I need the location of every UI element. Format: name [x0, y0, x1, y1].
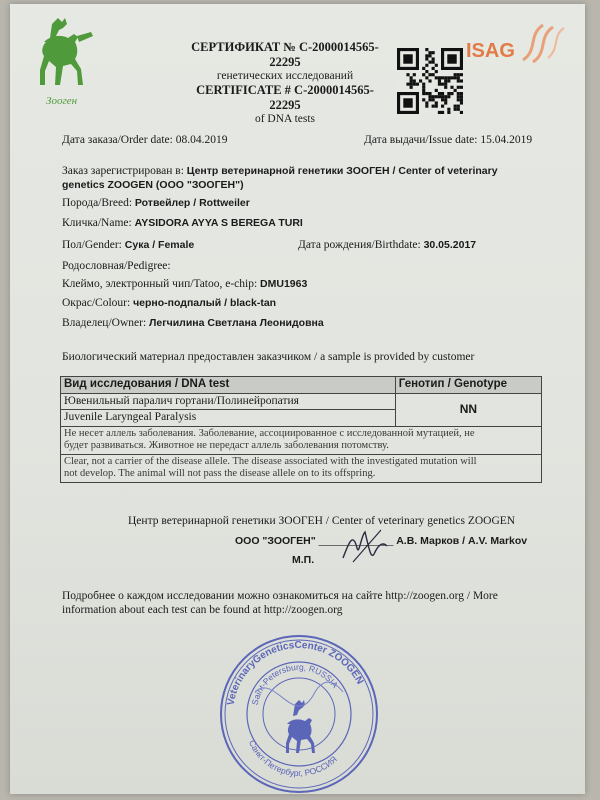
zoogen-logo [22, 16, 104, 108]
subtitle-en: of DNA tests [254, 113, 316, 125]
qr-code [397, 48, 463, 114]
result-en-line2: not develop. The animal will not pass the disease allele on to its offspring. [64, 468, 376, 479]
sample-note: Биологический материал предоставлен заказчиком / a sample is provided by customer [62, 351, 475, 363]
subtitle-ru: генетических исследований [216, 70, 354, 82]
zoogen-seal-stamp [215, 632, 383, 794]
breed-value: Ротвейлер / Rottweiler [134, 197, 250, 209]
owner-label: Владелец/Owner: [62, 317, 147, 329]
issue-date: Дата выдачи/Issue date: 15.04.2019 [364, 134, 533, 146]
logo-text: Зооген [46, 95, 78, 107]
pedigree-label: Родословная/Pedigree: [62, 260, 171, 272]
tattoo-value: DMU1963 [260, 278, 308, 290]
test-name-ru: Ювенильный паралич гортани/Полинейропатия [61, 393, 396, 410]
gender-label: Пол/Gender: [62, 239, 122, 251]
result-ru-line2: будет развиваться. Животное не передаст аллель заболевания потомству. [64, 440, 389, 451]
result-en [61, 454, 542, 482]
dna-test-table [60, 376, 542, 483]
signature-person: А.В. Марков / A.V. Markov [396, 535, 528, 547]
registered-value-2: genetics ZOOGEN (ООО "ЗООГЕН") [62, 179, 244, 191]
signature-org: ООО "ЗООГЕН" [235, 535, 316, 547]
result-en-line1: Clear, not a carrier of the disease allele. The disease associated with the investigated mutation will [64, 455, 477, 467]
svg-text:Санкт-Петербург, РОССИЯ [247, 739, 339, 779]
birth-label: Дата рождения/Birthdate: [298, 239, 421, 251]
name-value: AYSIDORA AYYA S BEREGA TURI [134, 217, 303, 229]
signature-center: Центр ветеринарной генетики ЗООГЕН / Center of veterinary genetics ZOOGEN [128, 515, 516, 527]
handwritten-signature [335, 522, 395, 572]
order-date: Дата заказа/Order date: 08.04.2019 [62, 134, 228, 146]
stamp-bottom-text: Санкт-Петербург, РОССИЯ [246, 738, 339, 779]
breed-label: Порода/Breed: [62, 197, 133, 209]
signature-line: _____________ [318, 535, 394, 547]
owner-value: Легчилина Светлана Леонидовна [149, 317, 324, 329]
isag-logo: ISAG [466, 40, 515, 62]
colour-value: черно-подпалый / black-tan [133, 297, 277, 309]
footer-line1: Подробнее о каждом исследовании можно ознакомиться на сайте http://zoogen.org / More [62, 590, 498, 602]
gender-value: Сука / Female [124, 239, 195, 251]
test-name-en: Juvenile Laryngeal Paralysis [61, 410, 396, 427]
title-en-1: CERTIFICATE # C-2000014565- [196, 83, 374, 97]
birth-value: 30.05.2017 [423, 239, 477, 251]
title-en-2: 22295 [269, 98, 301, 112]
stamp-inner-text: Saint-Petersburg, RUSSIA [249, 661, 341, 706]
name-label: Кличка/Name: [62, 217, 132, 229]
dna-helix-icon [518, 20, 568, 64]
title-ru-2: 22295 [269, 55, 301, 69]
registered-label: Заказ зарегистрирован в: [62, 165, 184, 177]
certificate-sheet [10, 4, 585, 794]
svg-text:Saint-Petersburg, RUSSIA [250, 662, 341, 706]
col-genotype-header: Генотип / Genotype [395, 377, 541, 394]
stamp-horse-icon [286, 700, 315, 753]
tattoo-label: Клеймо, электронный чип/Tatoo, e-chip: [62, 278, 258, 290]
mp-label: М.П. [292, 554, 315, 566]
result-ru [61, 426, 542, 454]
result-ru-line1: Не несет аллель заболевания. Заболевание, ассоциированное с исследованной мутацией, не [64, 427, 475, 439]
footer-line2: information about each test can be found at http://zoogen.org [62, 604, 343, 616]
title-ru-1: СЕРТИФИКАТ № С-2000014565- [191, 40, 379, 54]
stamp-outer-text: VeterinaryGeneticsCenter ZOOGEN [225, 639, 366, 707]
registered-value-1: Центр ветеринарной генетики ЗООГЕН / Center of veterinary [186, 165, 498, 177]
col-test-header: Вид исследования / DNA test [61, 377, 396, 394]
genotype-value: NN [395, 393, 541, 426]
colour-label: Окрас/Colour: [62, 297, 131, 309]
